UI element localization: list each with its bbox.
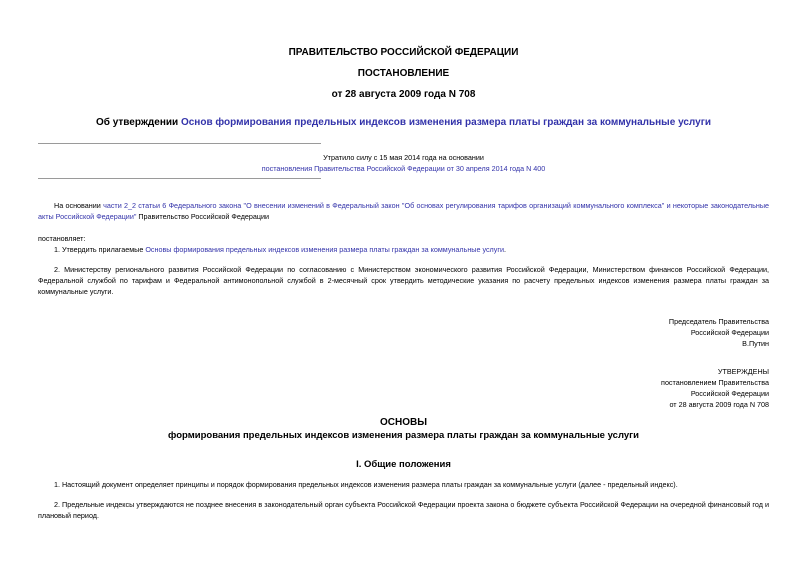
divider-top — [38, 143, 321, 144]
basics-link[interactable]: Основы формирования предельных индексов изменения размера платы граждан за коммунальные услуги — [145, 245, 504, 254]
basics-title: ОСНОВЫ — [379, 417, 427, 428]
document-type-heading: ПОСТАНОВЛЕНИЕ — [357, 68, 450, 79]
item-1 — [38, 244, 769, 255]
item-2: 2. Министерству регионального развития Российской Федерации по согласованию с Министерством экономического развития Российской Федерации, Министерством финансов Российской Федерации, Федеральной службой по тарифам и Федеральной антимонопольной службой в 2-месячный срок утвердить методические указания по расчету предельных индексов изменения размера платы граждан за коммунальные услуги. — [38, 265, 769, 296]
basics-paragraph-1: 1. Настоящий документ определяет принципы и порядок формирования предельных индексов изменения размера платы граждан за коммунальные услуги (далее - предельный индекс). — [54, 480, 678, 489]
title-prefix: Об утверждении — [95, 117, 181, 128]
government-heading: ПРАВИТЕЛЬСТВО РОССИЙСКОЙ ФЕДЕРАЦИИ — [288, 47, 519, 58]
resolves-text: постановляет: — [38, 234, 86, 243]
federal-law-link[interactable]: части 2_2 статьи 6 Федерального закона "О внесении изменений в Федеральный закон "Об основах регулирования тарифов организаций коммунального комплекса" и некоторые законодательные акты Российской Федерации" — [38, 201, 769, 221]
item1-prefix: 1. Утвердить прилагаемые — [54, 245, 146, 254]
divider-bottom — [38, 178, 321, 179]
title-link[interactable]: Основ формирования предельных индексов изменения размера платы граждан за коммунальные услуги — [180, 117, 712, 128]
preamble-prefix: На основании — [54, 201, 104, 210]
signature-name: В.Путин — [742, 339, 769, 348]
preamble-paragraph — [38, 200, 769, 222]
signature-title-line2: Российской Федерации — [690, 328, 769, 337]
approved-line4: от 28 августа 2009 года N 708 — [669, 400, 769, 409]
preamble-suffix: Правительство Российской Федерации — [136, 212, 270, 221]
notice-line1: Утратило силу с 15 мая 2014 года на основании — [323, 153, 484, 162]
repeal-resolution-link[interactable]: постановления Правительства Российской Федерации от 30 апреля 2014 года N 400 — [261, 164, 546, 173]
signature-title-line1: Председатель Правительства — [668, 317, 769, 326]
approved-heading: УТВЕРЖДЕНЫ — [717, 367, 769, 376]
basics-paragraph-2: 2. Предельные индексы утверждаются не позднее внесения в законодательный орган субъекта Российской Федерации проекта закона о бюджете субъекта Российской Федерации на очередной финансовый год и плановый период. — [38, 500, 769, 520]
document-title — [0, 117, 807, 128]
item1-suffix: . — [504, 245, 506, 254]
approval-block — [661, 366, 769, 410]
section-heading: I. Общие положения — [356, 459, 451, 470]
document-date-number: от 28 августа 2009 года N 708 — [331, 89, 476, 100]
signature-block — [669, 316, 769, 349]
notice-link — [0, 163, 807, 174]
approved-line3: Российской Федерации — [690, 389, 769, 398]
basics-subtitle: формирования предельных индексов изменения размера платы граждан за коммунальные услуги — [168, 430, 639, 441]
approved-line2: постановлением Правительства — [661, 378, 769, 387]
